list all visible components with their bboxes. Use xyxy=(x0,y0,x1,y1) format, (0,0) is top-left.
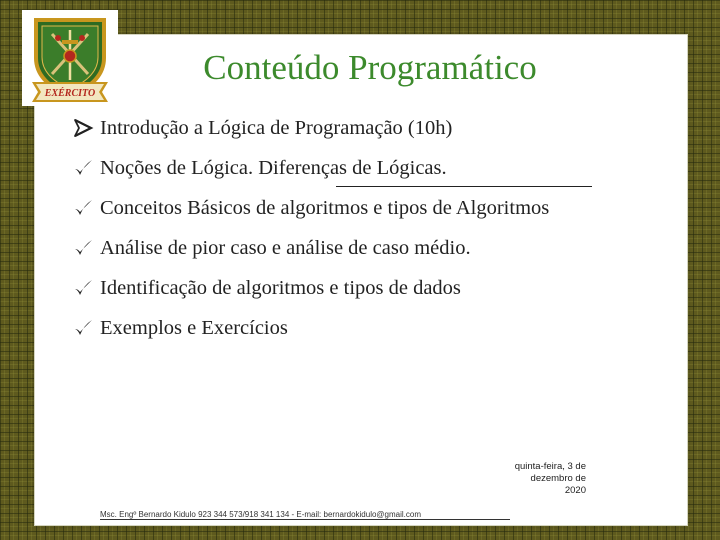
logo-label: EXÉRCITO xyxy=(44,88,96,99)
check-bullet-icon xyxy=(72,157,100,179)
date-line: dezembro de xyxy=(530,473,586,484)
slide-footer: Msc. Engº Bernardo Kidulo 923 344 573/918 341 134 - E-mail: bernardokidulo@gmail.com xyxy=(100,510,422,519)
slide-date xyxy=(486,461,586,497)
bullet-text: Exemplos e Exercícios xyxy=(100,317,288,339)
list-item xyxy=(72,108,680,148)
divider xyxy=(336,186,592,187)
page-title: Conteúdo Programático xyxy=(203,48,537,87)
footer-divider xyxy=(100,519,510,520)
list-item xyxy=(72,268,680,308)
logo xyxy=(22,10,118,106)
list-item xyxy=(72,308,680,348)
check-bullet-icon xyxy=(72,197,100,219)
bullet-text: Análise de pior caso e análise de caso médio. xyxy=(100,237,471,259)
check-bullet-icon xyxy=(72,277,100,299)
bullet-text: Conceitos Básicos de algoritmos e tipos de Algoritmos xyxy=(100,197,550,219)
arrow-bullet-icon xyxy=(72,117,100,139)
date-line: quinta-feira, 3 de xyxy=(514,461,586,472)
check-bullet-icon xyxy=(72,237,100,259)
bullet-text: Identificação de algoritmos e tipos de dados xyxy=(100,277,461,299)
list-item xyxy=(72,228,680,268)
bullet-text: Introdução a Lógica de Programação (10h) xyxy=(100,117,453,139)
bullet-text: Noções de Lógica. Diferenças de Lógicas. xyxy=(100,157,447,179)
date-line: 2020 xyxy=(564,485,586,496)
exercito-emblem-icon xyxy=(22,10,118,106)
check-bullet-icon xyxy=(72,317,100,339)
list-item xyxy=(72,148,680,188)
list-item xyxy=(72,188,680,228)
bullet-list xyxy=(72,108,680,348)
